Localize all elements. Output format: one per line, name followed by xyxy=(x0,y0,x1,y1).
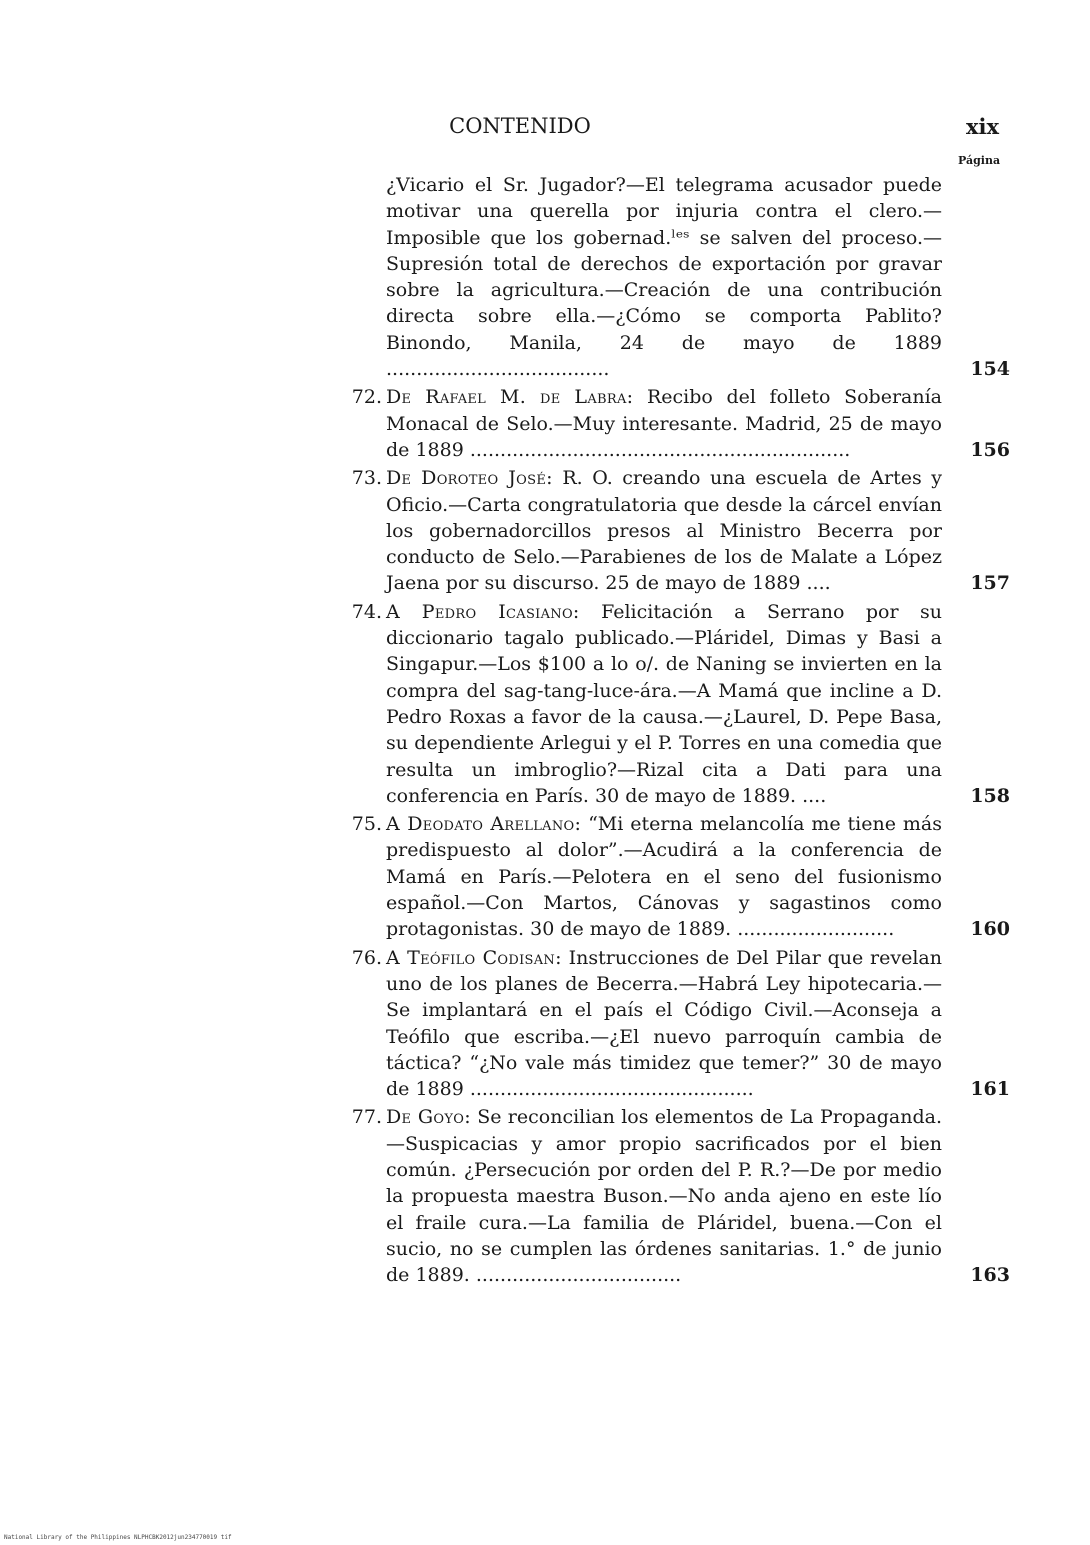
toc-entry xyxy=(0,1104,1090,1288)
entry-text: Felicitación a Serrano por su diccionario tagalo publicado.—Pláridel, Dimas y Basi a Singapur.—Los $100 a lo o/. de Naning se invierten en la compra del sag-tang-luce-ára.—A Mamá que incline a D. Pedro Roxas a favor de la causa.—¿Laurel, D. Pepe Basa, su dependiente Arlegui y el P. Torres en una comedia que resulta un imbroglio?—Rizal cita a Dati para una conferencia en París. 30 de mayo de 1889. .... xyxy=(386,600,942,807)
pagina-column-label: Página xyxy=(958,154,1001,167)
toc-entry xyxy=(0,945,1090,1103)
entry-correspondent: De Goyo: xyxy=(386,1106,471,1129)
entry-number: 76. xyxy=(351,946,382,969)
entry-text-wrap xyxy=(386,811,942,942)
entry-correspondent: A Teófilo Codisan: xyxy=(386,946,562,969)
entry-page: 156 xyxy=(970,438,1010,461)
entry-text: R. O. creando una escuela de Artes y Oficio.—Carta congratulatoria que desde la cárcel envían los gobernadorcillos presos al Ministro Becerra por conducto de Selo.—Parabienes de los de Malate a López Jaena por su discurso. 25 de mayo de 1889 .... xyxy=(386,467,942,595)
entry-number: 73. xyxy=(351,467,382,490)
entry-page: 160 xyxy=(970,918,1010,941)
scan-footer: National Library of the Philippines NLPHCBK2012jun234770019 tif xyxy=(4,1534,232,1541)
entry-correspondent: A Deodato Arellano: xyxy=(386,813,582,836)
entry-page: 163 xyxy=(970,1264,1010,1287)
page-title: CONTENIDO xyxy=(449,114,591,138)
entry-text: Instrucciones de Del Pilar que revelan uno de los planes de Becerra.—Habrá Ley hipotecaria.—Se implantará en el país el Código Civil.—Aconseja a Teófilo que escriba.—¿El nuevo parroquín cambia de táctica? “¿No vale más timidez que temer?” 30 de mayo de 1889 ............................................... xyxy=(386,946,942,1101)
table-of-contents xyxy=(0,172,1090,1288)
entry-text-wrap xyxy=(386,599,942,809)
entry-text-wrap xyxy=(386,384,942,463)
entry-page: 154 xyxy=(970,358,1010,381)
entry-number: 72. xyxy=(351,386,382,409)
entry-page: 158 xyxy=(970,784,1010,807)
toc-entry xyxy=(0,384,1090,463)
entry-number: 74. xyxy=(351,600,382,623)
toc-entry xyxy=(0,465,1090,596)
entry-page: 161 xyxy=(970,1078,1010,1101)
entry-number: 77. xyxy=(351,1106,382,1129)
entry-text-wrap xyxy=(386,465,942,596)
toc-entry xyxy=(0,811,1090,942)
toc-entry xyxy=(0,172,1090,382)
toc-entry xyxy=(0,599,1090,809)
entry-text-wrap xyxy=(386,1104,942,1288)
page-number: xix xyxy=(966,114,1000,139)
entry-correspondent: De Doroteo José: xyxy=(386,467,553,490)
entry-text-wrap xyxy=(386,945,942,1103)
entry-text: “Mi eterna melancolía me tiene más predispuesto al dolor”.—Acudirá a la conferencia de Mamá en París.—Pelotera en el seno del fusionismo español.—Con Martos, Cánovas y sagastinos como protagonistas. 30 de mayo de 1889. .......................... xyxy=(386,813,942,941)
entry-correspondent: A Pedro Icasiano: xyxy=(386,600,580,623)
entry-text: Se reconcilian los elementos de La Propaganda.—Suspicacias y amor propio sacrificados por el bien común. ¿Persecución por orden del P. R.?—De por medio la propuesta maestra Buson.—No anda ajeno en este lío el fraile cura.—La familia de Pláridel, buena.—Con el sucio, no se cumplen las órdenes sanitarias. 1.° de junio de 1889. .................................. xyxy=(386,1106,942,1287)
entry-text: ¿Vicario el Sr. Jugador?—El telegrama acusador puede motivar una querella por injuria contra el clero.—Imposible que los gobernad.ˡᵉˢ se salven del proceso.—Supresión total de derechos de exportación por gravar sobre la agricultura.—Creación de una contribución directa sobre ella.—¿Cómo se comporta Pablito? Binondo, Manila, 24 de mayo de 1889 ..................................... xyxy=(386,174,942,381)
entry-page: 157 xyxy=(970,572,1010,595)
page-header xyxy=(0,114,1090,144)
entry-text: Recibo del folleto Soberanía Monacal de Selo.—Muy interesante. Madrid, 25 de mayo de 1889 ............................................................... xyxy=(386,386,942,461)
entry-number: 75. xyxy=(351,813,382,836)
entry-correspondent: De Rafael M. de Labra: xyxy=(386,386,634,409)
